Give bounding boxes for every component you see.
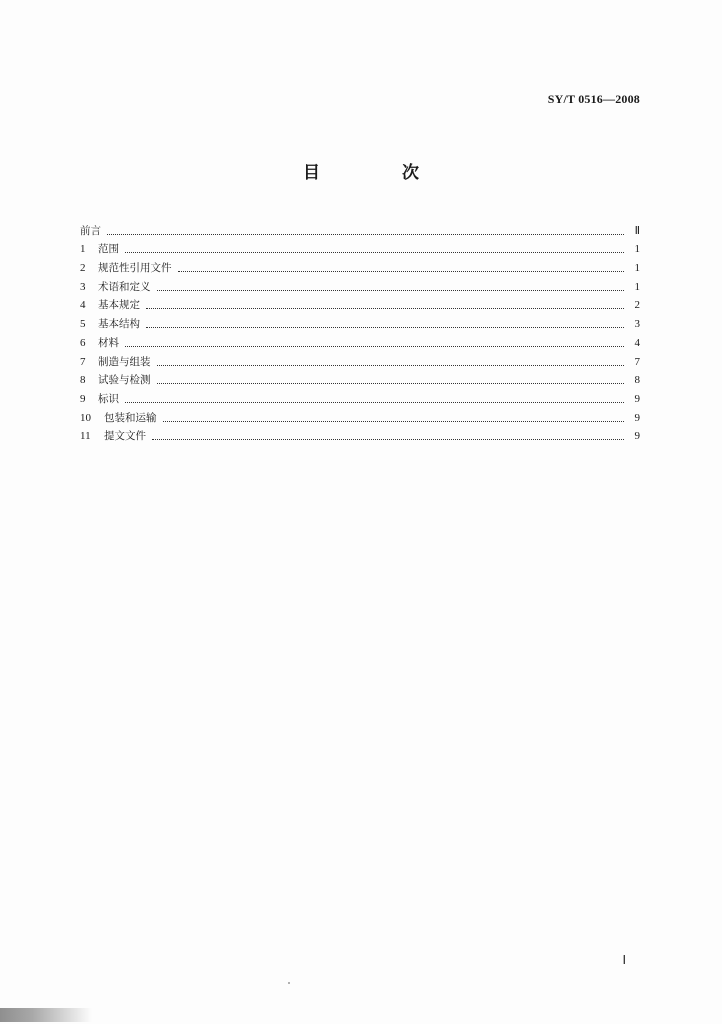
toc-entry-text: 范围 bbox=[98, 243, 119, 256]
toc-entry-number: 3 bbox=[80, 280, 86, 293]
toc-leader-dots bbox=[157, 289, 625, 291]
toc-entry-8[interactable] bbox=[80, 369, 640, 388]
toc-entry-foreword[interactable] bbox=[80, 219, 640, 238]
toc-list bbox=[80, 219, 640, 443]
toc-entry-11[interactable] bbox=[80, 425, 640, 444]
toc-entry-10[interactable] bbox=[80, 406, 640, 425]
toc-entry-page: 9 bbox=[634, 430, 640, 443]
toc-entry-number: 5 bbox=[80, 318, 86, 331]
toc-entry-page: 9 bbox=[634, 392, 640, 405]
toc-entry-number: 6 bbox=[80, 336, 86, 349]
toc-entry-text: 试验与检测 bbox=[98, 374, 151, 387]
toc-entry-4[interactable] bbox=[80, 294, 640, 313]
toc-entry-page: 1 bbox=[634, 243, 640, 256]
toc-entry-text: 材料 bbox=[98, 336, 119, 349]
toc-entry-3[interactable] bbox=[80, 275, 640, 294]
toc-entry-text: 术语和定义 bbox=[98, 280, 151, 293]
toc-entry-text: 包装和运输 bbox=[104, 411, 157, 424]
toc-entry-7[interactable] bbox=[80, 350, 640, 369]
toc-entry-6[interactable] bbox=[80, 331, 640, 350]
scan-artifact bbox=[0, 1008, 92, 1022]
toc-entry-page: 4 bbox=[634, 336, 640, 349]
toc-entry-page: 3 bbox=[634, 318, 640, 331]
toc-entry-number: 8 bbox=[80, 374, 86, 387]
toc-entry-1[interactable] bbox=[80, 238, 640, 257]
toc-leader-dots bbox=[146, 307, 624, 309]
toc-entry-page: Ⅱ bbox=[634, 224, 640, 237]
toc-entry-5[interactable] bbox=[80, 312, 640, 331]
toc-leader-dots bbox=[125, 401, 624, 403]
scan-speck bbox=[288, 982, 290, 984]
toc-leader-dots bbox=[152, 438, 624, 440]
toc-leader-dots bbox=[163, 420, 625, 422]
toc-entry-number: 4 bbox=[80, 299, 86, 312]
toc-entry-2[interactable] bbox=[80, 256, 640, 275]
toc-entry-text: 前言 bbox=[80, 224, 101, 237]
toc-entry-page: 9 bbox=[634, 411, 640, 424]
toc-entry-page: 7 bbox=[634, 355, 640, 368]
toc-entry-page: 1 bbox=[634, 262, 640, 275]
toc-entry-page: 2 bbox=[634, 299, 640, 312]
toc-leader-dots bbox=[125, 345, 624, 347]
toc-entry-text: 基本规定 bbox=[98, 299, 140, 312]
toc-entry-number: 1 bbox=[80, 243, 86, 256]
toc-leader-dots bbox=[125, 251, 624, 253]
toc-entry-page: 1 bbox=[634, 280, 640, 293]
toc-entry-number: 10 bbox=[80, 411, 91, 424]
toc-entry-9[interactable] bbox=[80, 387, 640, 406]
toc-leader-dots bbox=[157, 382, 625, 384]
toc-entry-page: 8 bbox=[634, 374, 640, 387]
page-number: Ⅰ bbox=[622, 953, 626, 967]
toc-entry-text: 标识 bbox=[98, 392, 119, 405]
toc-entry-text: 基本结构 bbox=[98, 318, 140, 331]
toc-leader-dots bbox=[157, 364, 625, 366]
toc-entry-number: 11 bbox=[80, 430, 91, 443]
standard-code: SY/T 0516—2008 bbox=[547, 92, 640, 106]
toc-entry-text: 制造与组装 bbox=[98, 355, 151, 368]
toc-leader-dots bbox=[107, 233, 624, 235]
toc-leader-dots bbox=[178, 270, 625, 272]
toc-entry-number: 2 bbox=[80, 262, 86, 275]
toc-entry-text: 规范性引用文件 bbox=[98, 262, 172, 275]
toc-entry-number: 9 bbox=[80, 392, 86, 405]
toc-title: 目 次 bbox=[303, 163, 457, 183]
toc-leader-dots bbox=[146, 326, 624, 328]
toc-entry-text: 提文文件 bbox=[104, 430, 146, 443]
toc-entry-number: 7 bbox=[80, 355, 86, 368]
